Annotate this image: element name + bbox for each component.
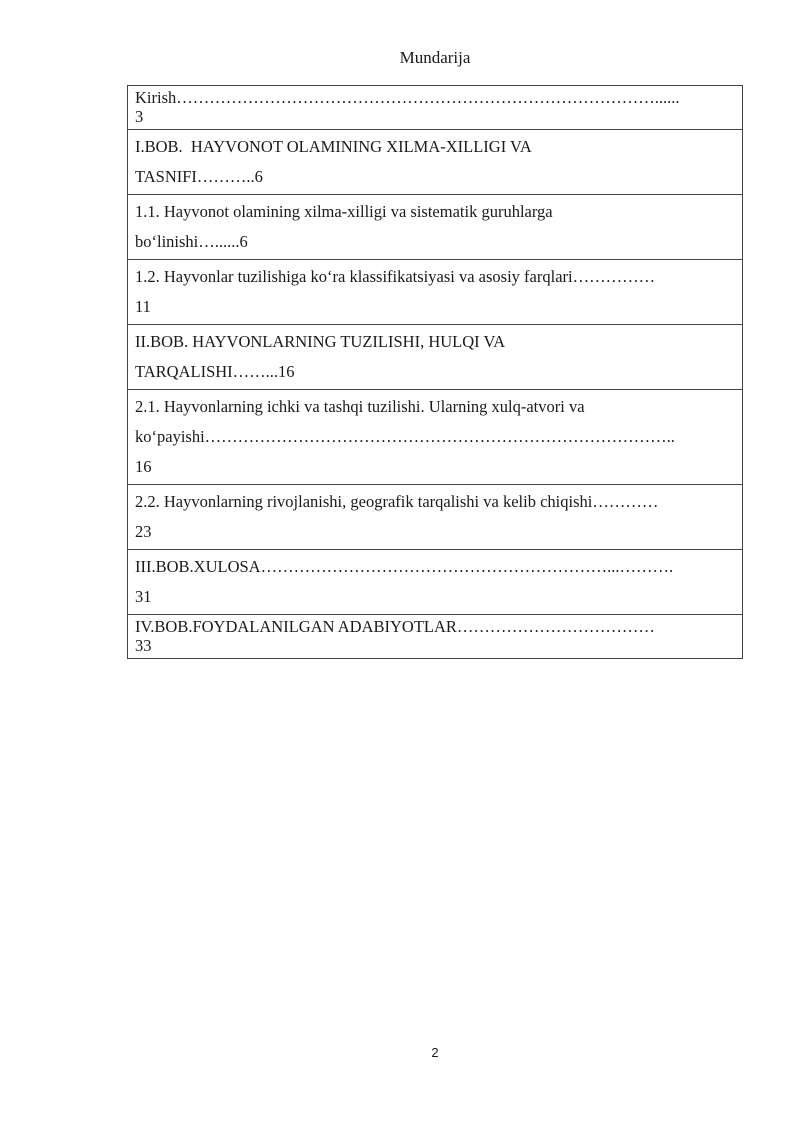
toc-entry-page: 16 bbox=[135, 457, 152, 476]
toc-entry-chapter-1 bbox=[128, 129, 742, 194]
toc-entry-section-1-1 bbox=[128, 194, 742, 259]
toc-entry-text: II.BOB. HAYVONLARNING TUZILISHI, HULQI VA TARQALISHI……...16 bbox=[135, 332, 506, 381]
toc-entry-text: 2.2. Hayvonlarning rivojlanishi, geografik tarqalishi va kelib chiqishi………… bbox=[135, 492, 659, 511]
toc-entry-text: Kirish……………………………………………………………………………...... bbox=[135, 88, 680, 107]
toc-entry-page: 11 bbox=[135, 297, 151, 316]
toc-entry-text: IV.BOB.FOYDALANILGAN ADABIYOTLAR……………………………… bbox=[135, 617, 655, 636]
toc-entry-references bbox=[128, 614, 742, 658]
toc-entry-page: 33 bbox=[135, 636, 152, 655]
toc-entry-text: 1.1. Hayvonot olamining xilma-xilligi va sistematik guruhlarga bo‘linishi…......6 bbox=[135, 202, 553, 251]
table-of-contents bbox=[127, 85, 743, 659]
page-title: Mundarija bbox=[399, 48, 471, 67]
toc-entry-chapter-2 bbox=[128, 324, 742, 389]
toc-entry-text: 1.2. Hayvonlar tuzilishiga ko‘ra klassifikatsiyasi va asosiy farqlari…………… bbox=[135, 267, 656, 286]
toc-entry-text: 2.1. Hayvonlarning ichki va tashqi tuzilishi. Ularning xulq-atvori va ko‘payishi………………………………………………………………………….. bbox=[135, 397, 675, 446]
toc-entry-text: I.BOB. HAYVONOT OLAMINING XILMA-XILLIGI VA TASNIFI………..6 bbox=[135, 137, 532, 186]
toc-entry-conclusion bbox=[128, 549, 742, 614]
toc-entry-section-1-2 bbox=[128, 259, 742, 324]
toc-entry-text: III.BOB.XULOSA………………………………………………………...………. bbox=[135, 557, 674, 576]
toc-entry-kirish bbox=[128, 86, 742, 129]
toc-entry-page: 31 bbox=[135, 587, 152, 606]
toc-entry-page: 23 bbox=[135, 522, 152, 541]
toc-entry-section-2-1 bbox=[128, 389, 742, 484]
toc-entry-page: 3 bbox=[135, 107, 144, 126]
page-number: 2 bbox=[431, 1045, 439, 1060]
toc-entry-section-2-2 bbox=[128, 484, 742, 549]
